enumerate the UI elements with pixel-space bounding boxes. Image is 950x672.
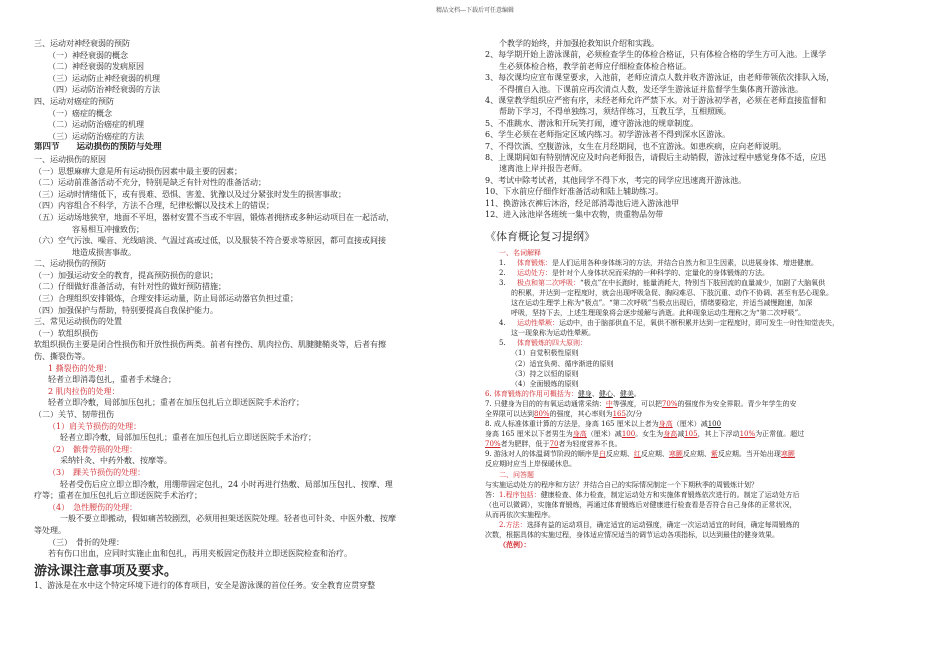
- subheading-red: （3） 踝关节损伤的处理：: [48, 467, 146, 477]
- right-column: [485, 38, 915, 550]
- text-line: 生必须体检合格，教学前老师应仔细检查体检合格证。: [499, 61, 691, 71]
- text-line: 帮助下学习，不得单独练习，须结伴练习，互教互学，互相照顾。: [499, 107, 731, 117]
- left-column: [34, 38, 456, 591]
- fill-in-line: 9. 游泳对人的体温调节阶段的顺序是白反应期、红反应期、寒颤反应期、紫反应期。当开始出现寒颤: [485, 450, 795, 459]
- text-line: （二）仔细做好准备活动，有针对性的做好预防措施；: [34, 282, 226, 292]
- text-line: （四）运动防治神经衰弱的方法: [48, 85, 160, 95]
- text-line: 反应期时应当上岸保暖休息。: [485, 460, 576, 469]
- question-line: 与实施运动处方的程序和方法？并结合自己的实际情况制定一个下期秋季的周锻炼计划？: [485, 480, 758, 489]
- subheading-red: 一、名词解释: [499, 248, 541, 257]
- text-line: 7、不得饮酒、空腹游泳，女生在月经期间，也不宜游泳。如患疾病，应向老师说明。: [485, 141, 787, 151]
- fill-in-line: 6. 体育锻炼的作用可概括为：健身、健心、健美。: [485, 389, 641, 398]
- text-line: （四）内容组合不科学，方法不合理，纪律松懈以及技术上的错误；: [34, 201, 274, 211]
- fill-in-line: 7. 只健身为目的的有氧运动通常采纳：中等强度，可以把70%的强度作为安全界限。青少年学生的安: [485, 399, 797, 408]
- text-line: （一）思想麻痹大意是所有运动损伤因素中最主要的因素；: [34, 166, 242, 176]
- text-line: （一）加强运动安全的教育，提高预防损伤的意识；: [34, 270, 218, 280]
- text-line: 四、运动对癌症的预防: [34, 96, 114, 106]
- text-line: 个教学的始终，并加强抢救知识介绍和实践。: [499, 39, 659, 48]
- text-line: 3、每次课均应宣布课堂要求，入池前，老师应清点人数并收齐游泳证，由老师带领依次排队入场，: [485, 73, 835, 83]
- text-line: （也可以微调），实施体育锻炼，再通过体育锻炼后对健康进行检查看是否符合自己身体的正常状况，: [485, 500, 797, 509]
- fill-in-line: 全界限可以达到80%的强度，其心率则为165次/分: [485, 410, 643, 418]
- swim-section-title: 游泳课注意事项及要求。: [34, 563, 178, 579]
- text-line: 8、上课期间如有特别情况应及时向老师报告，请假后主动销假，游泳过程中感觉身体不适，应迅: [485, 153, 827, 163]
- text-line: 轻者立即消毒包扎，重者手术缝合；: [48, 375, 176, 385]
- text-line: （三）运动时情绪低下，或有畏难、恐惧、害羞、犹豫以及过分紧张时发生的损害事故；: [34, 189, 346, 199]
- definition-line: 5. 体育锻炼的四大原则：: [499, 339, 587, 348]
- text-line: 轻者立即冷敷，局部加压包扎；重者在加压包扎后立即送医院手术治疗；: [60, 433, 316, 443]
- review-outline-title: 《体育概论复习提纲》: [485, 229, 595, 243]
- text-line: 若有伤口出血，应同时实施止血和包扎，再用夹板固定伤肢并立即送医院检查和治疗。: [48, 549, 352, 559]
- list-item: （4）全面锻炼的原则: [511, 379, 579, 388]
- text-line: （一）软组织损伤: [34, 328, 98, 338]
- text-line: 轻者受伤后应立即立即冷敷，用绷带固定包扎，24 小时再进行热敷、局部加压包扎、按摩、理: [60, 479, 393, 489]
- definition-line: 4. 运动性晕厥：运动中，由于脑部供血不足，氧供不断积累并达到一定程度时，即可发生一时性知觉丧失，: [499, 319, 839, 328]
- text-line: 10、下水前应仔细作好准备活动和陆上辅助练习。: [485, 187, 664, 197]
- subheading-red: （1）肩关节损伤的处理：: [48, 421, 142, 431]
- text-line: （三）运动防止神经衰弱的机理: [48, 73, 160, 83]
- text-line: （一）癌症的概念: [48, 108, 112, 118]
- text-line: 6、学生必须在老师指定区域内练习。初学游泳者不得到深水区游泳。: [485, 130, 731, 140]
- text-line: 疗等；重者在加压包扎后立即送医院手术治疗；: [34, 491, 202, 501]
- text-line: 12、进入泳池岸各班统一集中农物，贵重物品勿带: [485, 210, 664, 220]
- text-line: 5、不准跳水、潜泳和开玩笑打闹，遵守游泳池的规章制度。: [485, 118, 699, 128]
- text-line: （一）神经衰弱的概念: [48, 50, 128, 60]
- subheading-red: 2 肌肉拉伤的处理：: [48, 386, 120, 396]
- text-line: 2、每学期开始上游泳课前，必须检查学生的体检合格证，只有体检合格的学生方可入池。上课学: [485, 50, 827, 60]
- subheading-red: 1 撕裂伤的处理：: [48, 363, 112, 373]
- text-line: （二）神经衰弱的发病原因: [48, 62, 144, 72]
- text-line: （二）运动前准备活动不充分，特别是缺乏有针对性的准备活动；: [34, 178, 266, 188]
- text-line: 二、运动损伤的预防: [34, 259, 106, 269]
- fill-in-line: 身高 165 厘米以下者男生为身高（厘米）减100。女生为身高减105，其上下浮动10%为正常值。超过: [485, 430, 805, 439]
- fill-in-line: 8. 成人标准体重计算的方法是，身高 165 厘米以上者为身高（厘米）减100: [485, 420, 722, 429]
- text-line: 次数，根据具体的实施过程，身体适应情况适当的调节运动各项指标，以达到最佳的健身效果。: [485, 531, 779, 540]
- text-line: 从而再依次实施程序。: [485, 510, 555, 519]
- text-line: 不得擅自入池。下课前应再次清点人数，发还学生游泳证并监督学生集体离开游泳池。: [499, 84, 803, 94]
- review-outline: [485, 248, 915, 551]
- text-line: 速离池上岸并报告老师。: [499, 164, 587, 174]
- text-line: 采纳针灸、中药外敷、按摩等。: [60, 456, 172, 466]
- text-line: 容易相互冲撞致伤；: [72, 224, 144, 234]
- text-line: 的积累，并达到一定程度时，就会出现呼吸急促、胸闷难忍、下肢沉重、动作不协调、甚至有恶心现象。: [511, 288, 833, 297]
- subheading-red: （4） 急性腰伤的处理：: [48, 502, 138, 512]
- text-line: （三） 骨折的处理：: [48, 537, 124, 547]
- text-line: 呼吸，坚持下去，上述生理现象将会逐步缓解与消逝。此种现象运动生理称之为“第二次呼吸”。: [511, 309, 806, 318]
- text-line: （三）运动防治癌症的方法: [48, 131, 144, 141]
- list-item: （3）持之以恒的原则: [511, 369, 579, 378]
- subheading-red: 二、问答题: [499, 470, 534, 479]
- definition-line: 1. 体育锻炼：是人们运用各种身体练习的方法，并结合自然力和卫生因素，以进展身体、增进健康。: [499, 258, 818, 267]
- text-line: （六）空气污浊、噪音、光线暗淡、气温过高或过低，以及服装不符合要求等原因，都可直接或间接: [34, 236, 386, 246]
- section-heading: 第四节 运动损伤的预防与处理: [34, 142, 162, 153]
- text-line: （四）加强保护与帮助，特别要提高自我保护能力。: [34, 305, 218, 315]
- text-line: 软组织损伤主要是闭合性损伤和开放性损伤两类。前者有挫伤、肌肉拉伤、肌腱腱鞘炎等，后者有擦: [34, 340, 386, 350]
- text-line: 三、常见运动损伤的处置: [34, 317, 122, 327]
- definition-line: 2. 运动处方：是针对个人身体状况而采纳的一种科学的、定量化的身体锻炼的方法。: [499, 268, 769, 277]
- text-line: 9、考试中除考试者，其他同学不得下水，考完的同学应迅速离开游泳池。: [485, 175, 747, 185]
- text-line: 11、换游泳衣裤后沐浴，经足部消毒池后进入游泳池甲: [485, 198, 680, 208]
- text-line: 一、运动损伤的原因: [34, 154, 106, 164]
- example-label: （范例）：: [499, 540, 531, 550]
- text-line: 轻者立即冷敷，局部加压包扎；重者在加压包扎后立即送医院手术治疗；: [48, 398, 304, 408]
- text-line: 4、课堂教学组织应严密有序，未经老师允许严禁下水。对于游泳初学者，必须在老师直接监督和: [485, 96, 827, 106]
- subheading-red: （2） 髌骨劳损的处理：: [48, 444, 138, 454]
- text-line: （三）合理组织安排锻炼，合理安排运动量，防止局部运动器官负担过重；: [34, 294, 298, 304]
- fill-in-line: 70%者为肥胖，低于70者为轻度营养不良。: [485, 440, 622, 449]
- text-line: （二）关节、韧带扭伤: [34, 410, 114, 419]
- text-line: 等处理。: [34, 525, 66, 535]
- text-line: （五）运动场地狭窄，地面不平坦，器材安置不当或不牢固，锻炼者拥挤或多种运动项目在一起活动，: [34, 212, 394, 222]
- answer-line: 2.方法：选择有益的运动项目，确定适宜的运动强度，确定一次运动适宜的时间，确定每周锻炼的: [499, 521, 800, 530]
- text-line: 这在运动生理学上称为“极点”。“第二次呼吸”当极点出现后，情绪要稳定，并适当减慢跑速，加深: [511, 298, 813, 307]
- definition-line: 3. 极点和第二次呼吸：“极点”在中长跑时，能量消耗大，特别当下肢回流的血量减少，加剧了大脑氧供: [499, 278, 826, 287]
- text-line: 三、运动对神经衰弱的预防: [34, 39, 130, 48]
- list-item: （1）自觉积极性原则: [511, 349, 579, 358]
- text-line: （二）运动防治癌症的机理: [48, 120, 144, 130]
- text-line: 这一现象称为运动性晕厥。: [511, 329, 595, 338]
- answer-line: 答：1.程序包括：健康检查、体力检查，制定运动处方和实施体育锻炼依次进行的。制定了运动处方后: [485, 490, 800, 499]
- text-line: 一般不要立即搬动，假如痛苦较剧烈，必须用担架送医院处理。轻者也可针灸、中医外敷、按摩: [60, 514, 396, 524]
- text-line: 地造成损害事故。: [72, 247, 136, 257]
- text-line: 伤、撕裂伤等。: [34, 352, 90, 362]
- list-item: （2）适宜负荷、循序渐进的原则: [511, 359, 614, 368]
- page-header: 精品文档---下载后可任意编辑: [435, 7, 515, 14]
- text-line: 1、游泳是在水中这个特定环境下进行的体育项目，安全是游泳课的首位任务。安全教育应贯穿整: [34, 580, 376, 590]
